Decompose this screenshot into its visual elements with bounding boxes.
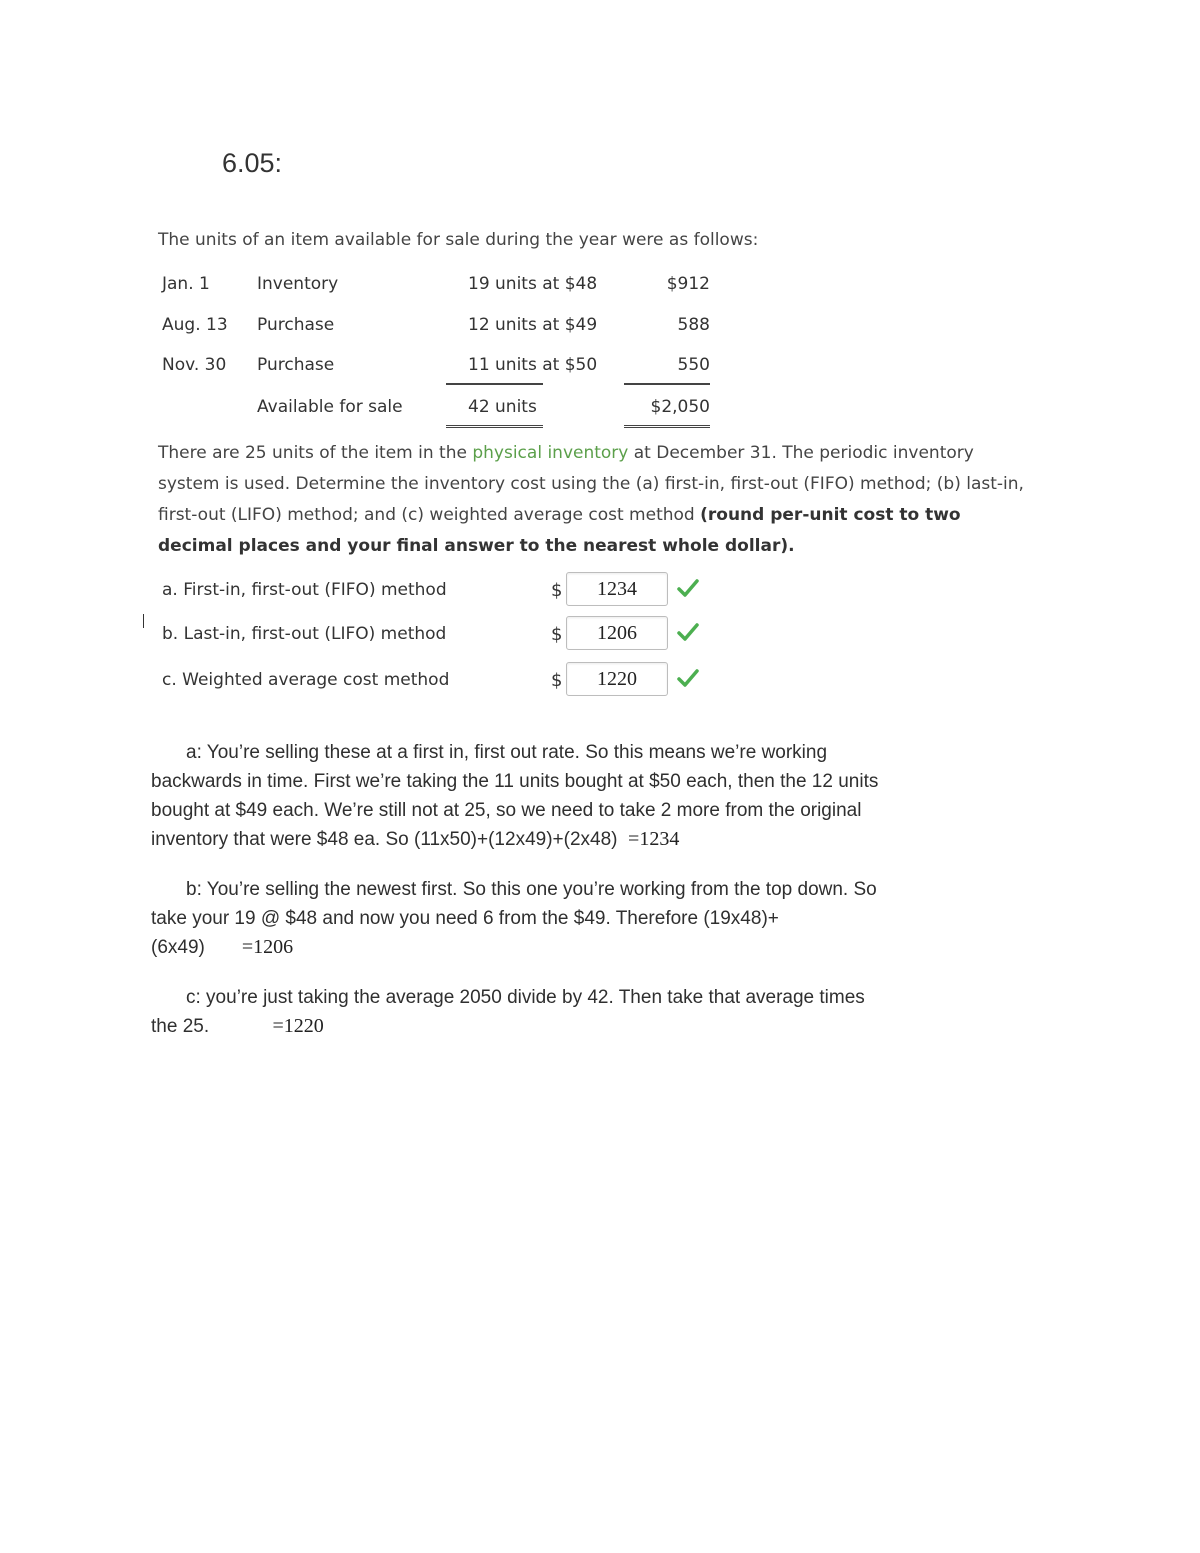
row-date: Nov. 30 [162,355,227,375]
rounding-instruction: (round per-unit cost to two decimal places and your final answer to the nearest whole dollar) [158,505,961,556]
total-units: 42 units [468,397,537,417]
note-text: b: You’re selling the newest first. So this one you’re working from the top down. So take your 19 @ $48 and now you need 6 from the $49. Therefore (19x48)+(6x49) [151,879,877,958]
total-amount: $2,050 [650,397,710,417]
amount-total-rule [624,425,710,428]
lifo-answer-input[interactable]: 1206 [566,616,668,650]
weighted-average-answer-input[interactable]: 1220 [566,662,668,696]
check-icon [676,666,700,690]
check-icon [676,576,700,600]
answer-row-fifo [158,570,718,610]
note-weighted-average [151,983,891,1041]
text-cursor [143,614,144,628]
note-lifo [151,875,891,962]
total-description: Available for sale [257,397,403,417]
fifo-answer-input[interactable]: 1234 [566,572,668,606]
currency-sign: $ [551,580,563,601]
row-description: Purchase [257,315,335,335]
row-amount: 550 [677,355,710,375]
note-result: =1220 [272,1015,324,1037]
row-units: 11 units at $50 [468,355,598,375]
answer-label: a. First-in, first-out (FIFO) method [162,580,447,600]
note-fifo [151,738,891,854]
answer-row-lifo [158,614,718,654]
row-units: 12 units at $49 [468,315,598,335]
inventory-row [158,315,718,345]
problem-intro: The units of an item available for sale during the year were as follows: [158,230,759,250]
row-description: Inventory [257,274,339,294]
page-heading: 6.05: [222,148,283,178]
question-text: There are 25 units of the item in the [158,443,473,463]
answer-row-weighted-average [158,660,718,700]
row-description: Purchase [257,355,335,375]
inventory-row [158,355,718,385]
note-result: =1234 [628,828,680,850]
check-icon [676,620,700,644]
units-subtotal-rule [446,383,543,385]
physical-inventory-link[interactable]: physical inventory [472,443,629,463]
row-amount: $912 [666,274,710,294]
answer-label: b. Last-in, first-out (LIFO) method [162,624,447,644]
units-total-rule [446,425,543,428]
answer-label: c. Weighted average cost method [162,670,450,690]
currency-sign: $ [551,624,563,645]
question-text-continued: at December 31. The periodic inventory system is used. Determine the inventory cost using the (a) first-in, first-out (FIFO) method; (b) last-in, first-out (LIFO) method; and (c) weighted average cost method [158,443,1024,525]
question-end: . [788,536,795,556]
row-date: Jan. 1 [162,274,210,294]
currency-sign: $ [551,670,563,691]
inventory-total-row [158,397,718,427]
inventory-row [158,274,718,304]
note-text: a: You’re selling these at a first in, first out rate. So this means we’re working backwards in time. First we’re taking the 11 units bought at $50 each, then the 12 units bought at $49 each. We’re still not at 25, so we need to take 2 more from the original inventory that were $48 ea. So (11x50)+(12x49)+(2x48) [151,742,879,850]
note-result: =1206 [241,936,294,958]
row-date: Aug. 13 [162,315,228,335]
row-amount: 588 [677,315,710,335]
problem-question [158,438,1038,562]
row-units: 19 units at $48 [468,274,598,294]
amount-subtotal-rule [624,383,710,385]
note-text: c: you’re just taking the average 2050 divide by 42. Then take that average times the 25. [151,987,865,1037]
